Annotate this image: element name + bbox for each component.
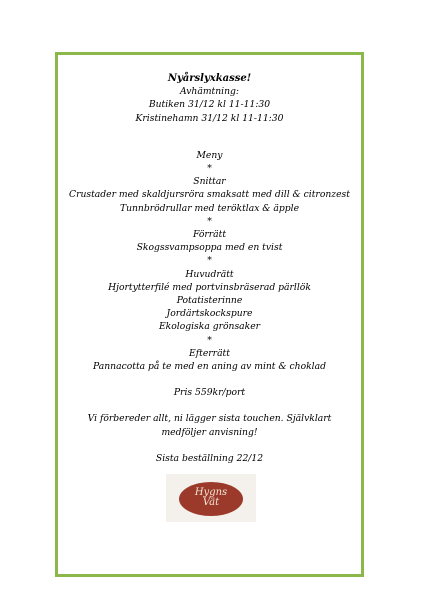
menu-heading: Meny: [196, 149, 223, 161]
section-snittar: Snittar: [193, 176, 226, 188]
logo-text-line2: Vät: [202, 497, 220, 508]
menu-item: Hjortytterfilé med portvinsbräserad pärllök: [108, 281, 311, 293]
separator: *: [207, 215, 212, 227]
last-order-date: Sista beställning 22/12: [155, 452, 264, 464]
menu-item: Ekologiska grönsaker: [158, 321, 261, 333]
menu-document: [58, 72, 361, 465]
menu-item: Skogssvampsoppa med en tvist: [136, 242, 283, 254]
section-huvudratt: Huvudrätt: [185, 268, 234, 280]
preparation-note: Vi förbereder allt, ni lägger sista touchen. Självklart medföljer anvisning!: [87, 413, 332, 438]
pickup-location-kristinehamn: Kristinehamn 31/12 kl 11-11:30: [135, 112, 284, 124]
pickup-heading: Avhämtning:: [179, 86, 239, 98]
section-forratt: Förrätt: [192, 229, 227, 241]
section-efterratt: Efterrätt: [189, 347, 230, 359]
document-title: Nyårslyxkasse!: [167, 73, 252, 84]
menu-item: Potatisterinne: [176, 295, 243, 307]
separator: *: [207, 163, 212, 175]
menu-item: Crustader med skaldjursröra smaksatt med dill & citronzest: [69, 189, 350, 201]
logo-oval: [179, 482, 243, 516]
menu-item: Pannacotta på te med en aning av mint & choklad: [93, 361, 326, 373]
brand-logo: [166, 474, 256, 522]
price: Pris 559kr/port: [173, 387, 246, 399]
separator: *: [207, 334, 212, 346]
menu-item: Tunnbrödrullar med teröktlax & äpple: [119, 202, 300, 214]
logo-text-line1: Hygns: [194, 487, 228, 498]
pickup-location-butiken: Butiken 31/12 kl 11-11:30: [148, 99, 271, 111]
separator: *: [207, 255, 212, 267]
menu-item: Jordärtskockspure: [166, 308, 253, 320]
